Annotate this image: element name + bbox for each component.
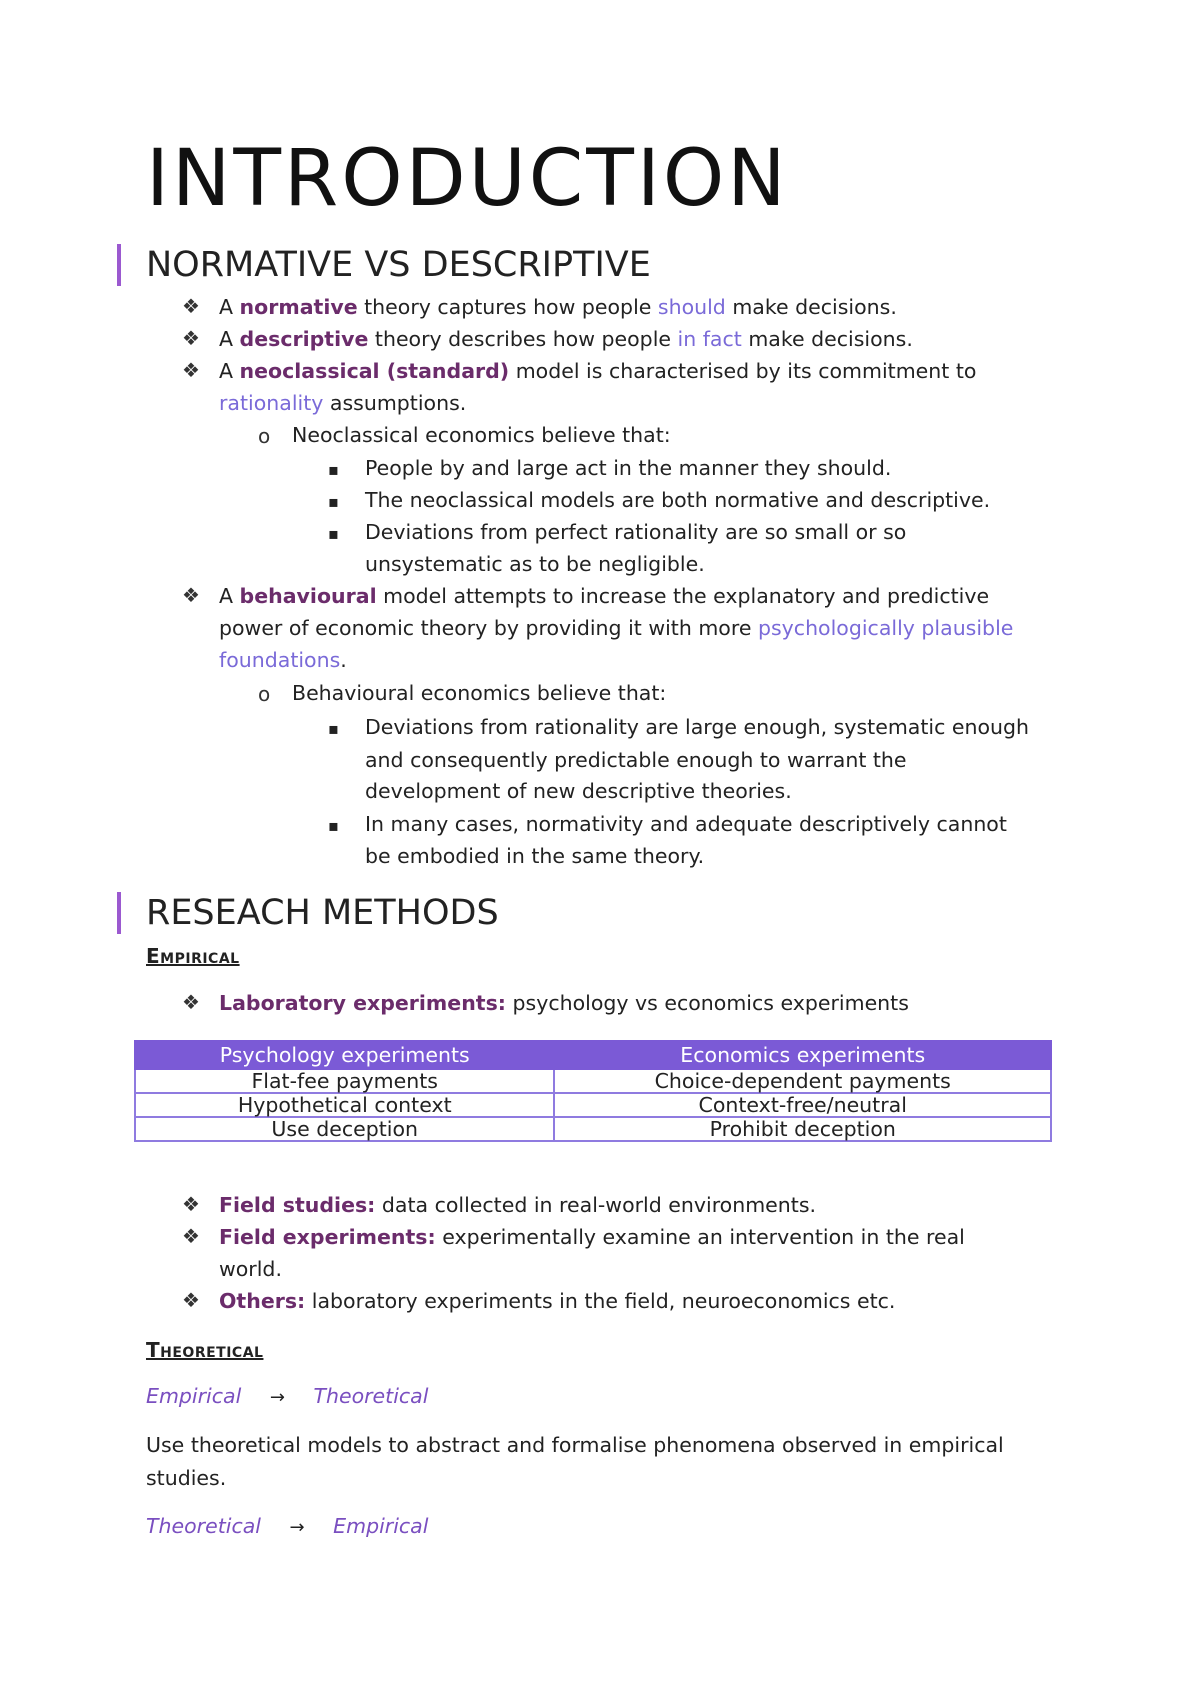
list-item: Field experiments: experimentally examine an intervention in the real — [219, 1225, 965, 1249]
diamond-bullet-icon: ❖ — [182, 358, 200, 382]
diamond-bullet-icon: ❖ — [182, 1224, 200, 1248]
sub-sub-item: Deviations from perfect rationality are so small or so — [365, 520, 907, 544]
sub-sub-item-continuation: development of new descriptive theories. — [365, 779, 792, 803]
paragraph-continuation: studies. — [146, 1466, 227, 1490]
table-cell: Flat-fee payments — [135, 1069, 554, 1093]
flow-theoretical-to-empirical: Theoretical → Empirical — [146, 1514, 429, 1538]
comparison-table — [134, 1040, 1052, 1142]
sub-sub-item-continuation: unsystematic as to be negligible. — [365, 552, 705, 576]
paragraph: Use theoretical models to abstract and formalise phenomena observed in empirical — [146, 1433, 1004, 1457]
diamond-bullet-icon: ❖ — [182, 1288, 200, 1312]
list-item-continuation: foundations. — [219, 648, 347, 672]
diamond-bullet-icon: ❖ — [182, 1192, 200, 1216]
table-cell: Hypothetical context — [135, 1093, 554, 1117]
sub-sub-item: People by and large act in the manner they should. — [365, 456, 892, 480]
section-bar — [117, 892, 121, 934]
page-title: INTRODUCTION — [146, 134, 789, 224]
list-item: Laboratory experiments: psychology vs economics experiments — [219, 991, 909, 1015]
square-bullet-icon: ▪ — [328, 524, 339, 543]
table-cell: Prohibit deception — [554, 1117, 1051, 1141]
table-row — [135, 1093, 1051, 1117]
list-item-continuation: rationality assumptions. — [219, 391, 467, 415]
section-heading-normative: NORMATIVE VS DESCRIPTIVE — [146, 245, 651, 285]
table-cell: Use deception — [135, 1117, 554, 1141]
arrow-right-icon: → — [269, 1387, 285, 1408]
list-item: Others: laboratory experiments in the field, neuroeconomics etc. — [219, 1289, 896, 1313]
list-item: Field studies: data collected in real-world environments. — [219, 1193, 817, 1217]
list-item-continuation: power of economic theory by providing it with more psychologically plausible — [219, 616, 1014, 640]
sub-sub-item-continuation: and consequently predictable enough to warrant the — [365, 748, 907, 772]
diamond-bullet-icon: ❖ — [182, 294, 200, 318]
sub-sub-item: In many cases, normativity and adequate descriptively cannot — [365, 812, 1007, 836]
circle-bullet-icon: o — [258, 682, 271, 706]
list-item: A normative theory captures how people should make decisions. — [219, 295, 897, 319]
list-item-continuation: world. — [219, 1257, 282, 1281]
section-heading-research: RESEACH METHODS — [146, 893, 499, 933]
table-cell: Context-free/neutral — [554, 1093, 1051, 1117]
table-row — [135, 1069, 1051, 1093]
table-header-row — [135, 1041, 1051, 1069]
square-bullet-icon: ▪ — [328, 719, 339, 738]
sub-sub-item: Deviations from rationality are large enough, systematic enough — [365, 715, 1030, 739]
subheading-empirical: Empirical — [146, 944, 240, 968]
sub-item: Neoclassical economics believe that: — [292, 423, 671, 447]
subheading-theoretical: Theoretical — [146, 1338, 264, 1362]
table-cell: Choice-dependent payments — [554, 1069, 1051, 1093]
section-bar — [117, 244, 121, 286]
diamond-bullet-icon: ❖ — [182, 583, 200, 607]
sub-sub-item-continuation: be embodied in the same theory. — [365, 844, 705, 868]
diamond-bullet-icon: ❖ — [182, 326, 200, 350]
table-header-cell: Economics experiments — [554, 1041, 1051, 1069]
arrow-right-icon: → — [289, 1517, 305, 1538]
diamond-bullet-icon: ❖ — [182, 990, 200, 1014]
table-row — [135, 1117, 1051, 1141]
list-item: A descriptive theory describes how people in fact make decisions. — [219, 327, 913, 351]
square-bullet-icon: ▪ — [328, 492, 339, 511]
sub-sub-item: The neoclassical models are both normative and descriptive. — [365, 488, 991, 512]
list-item: A neoclassical (standard) model is characterised by its commitment to — [219, 359, 977, 383]
square-bullet-icon: ▪ — [328, 460, 339, 479]
table-header-cell: Psychology experiments — [135, 1041, 554, 1069]
circle-bullet-icon: o — [258, 424, 271, 448]
list-item: A behavioural model attempts to increase the explanatory and predictive — [219, 584, 990, 608]
flow-empirical-to-theoretical: Empirical → Theoretical — [146, 1384, 429, 1408]
square-bullet-icon: ▪ — [328, 816, 339, 835]
sub-item: Behavioural economics believe that: — [292, 681, 667, 705]
